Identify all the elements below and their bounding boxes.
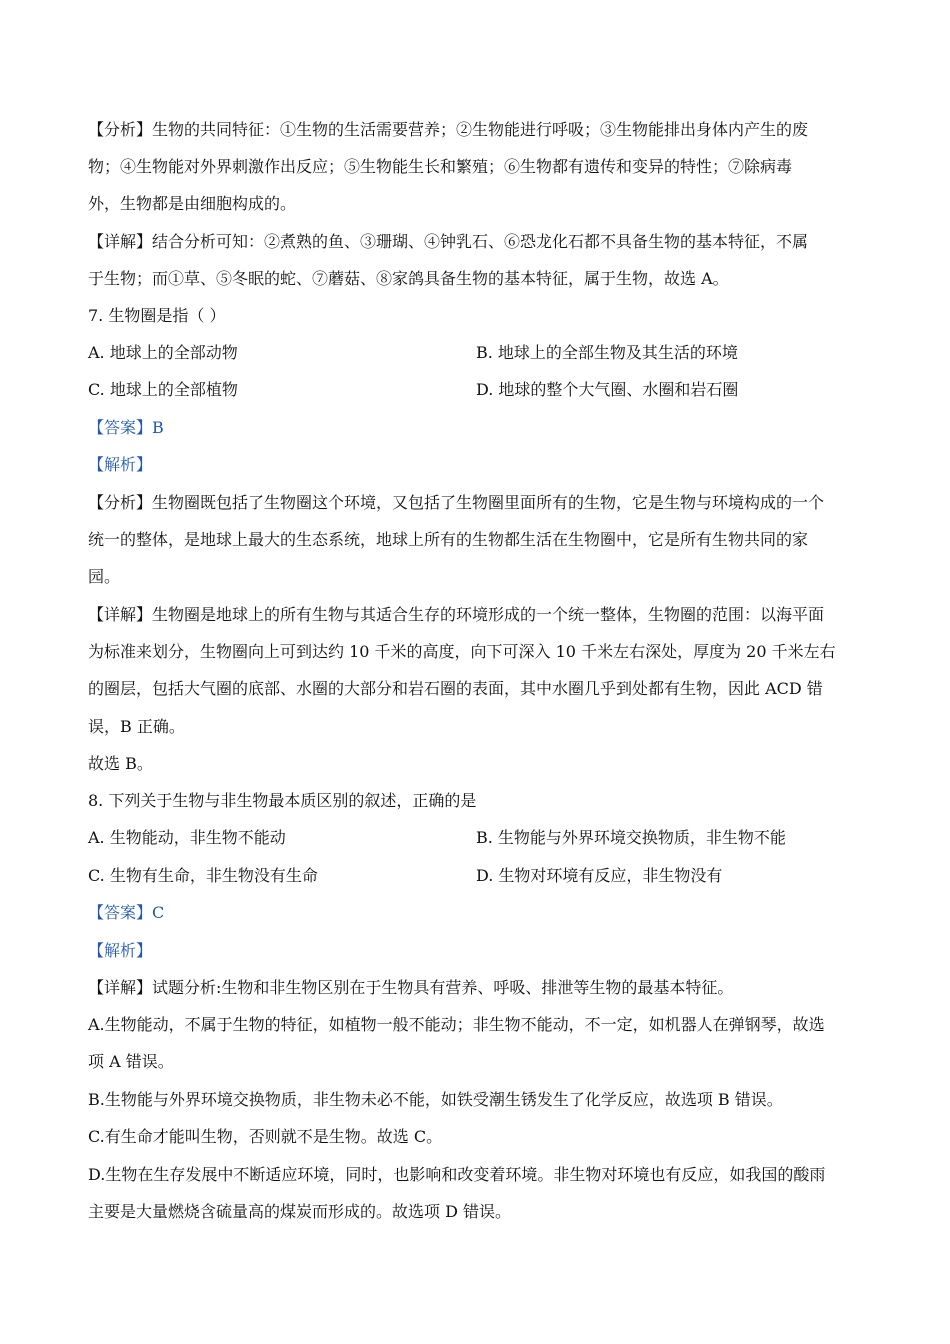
q8-option-a: A. 生物能动，非生物不能动 bbox=[88, 828, 286, 847]
q7-jiexi-heading: 【解析】 bbox=[88, 455, 153, 474]
q8-option-c: C. 生物有生命，非生物没有生命 bbox=[88, 866, 318, 885]
q6-detail-line-1: 【详解】结合分析可知：②煮熟的鱼、③珊瑚、④钟乳石、⑥恐龙化石都不具备生物的基本特征，不属 bbox=[88, 232, 809, 251]
q7-option-a: A. 地球上的全部动物 bbox=[88, 343, 238, 362]
q8-option-b: B. 生物能与外界环境交换物质，非生物不能 bbox=[476, 828, 786, 847]
q7-analysis-line-1: 【分析】生物圈既包括了生物圈这个环境，又包括了生物圈里面所有的生物，它是生物与环境构成的一个 bbox=[88, 493, 825, 512]
q8-detail-line-2: A.生物能动，不属于生物的特征，如植物一般不能动；非生物不能动，不一定，如机器人在弹钢琴，故选 bbox=[88, 1015, 825, 1034]
q8-stem: 8. 下列关于生物与非生物最本质区别的叙述，正确的是 bbox=[88, 791, 477, 810]
q8-detail-line-5: C.有生命才能叫生物，否则就不是生物。故选 C。 bbox=[88, 1127, 443, 1146]
q6-analysis-line-3: 外，生物都是由细胞构成的。 bbox=[88, 194, 297, 213]
q8-detail-line-1: 【详解】试题分析:生物和非生物区别在于生物具有营养、呼吸、排泄等生物的最基本特征。 bbox=[88, 978, 734, 997]
q7-option-c: C. 地球上的全部植物 bbox=[88, 380, 238, 399]
q8-detail-line-7: 主要是大量燃烧含硫量高的煤炭而形成的。故选项 D 错误。 bbox=[88, 1202, 512, 1221]
q8-detail-line-3: 项 A 错误。 bbox=[88, 1052, 174, 1071]
q7-detail-line-2: 为标准来划分，生物圈向上可到达约 10 千米的高度，向下可深入 10 千米左右深处，厚度为 20 千米左右 bbox=[88, 642, 836, 661]
q7-analysis-line-3: 园。 bbox=[88, 567, 121, 586]
q7-detail-line-4: 误，B 正确。 bbox=[88, 717, 185, 736]
q7-conclusion: 故选 B。 bbox=[88, 754, 153, 773]
q7-stem: 7. 生物圈是指（ ） bbox=[88, 306, 226, 325]
q8-detail-line-4: B.生物能与外界环境交换物质，非生物未必不能，如铁受潮生锈发生了化学反应，故选项 B 错误。 bbox=[88, 1090, 783, 1109]
q6-detail-line-2: 于生物；而①草、⑤冬眠的蛇、⑦蘑菇、⑧家鸽具备生物的基本特征，属于生物，故选 A。 bbox=[88, 269, 729, 288]
q7-option-b: B. 地球上的全部生物及其生活的环境 bbox=[476, 343, 738, 362]
q7-detail-line-1: 【详解】生物圈是地球上的所有生物与其适合生存的环境形成的一个统一整体，生物圈的范围：以海平面 bbox=[88, 605, 825, 624]
q8-jiexi-heading: 【解析】 bbox=[88, 941, 153, 960]
q8-answer: 【答案】C bbox=[88, 903, 165, 922]
q8-detail-line-6: D.生物在生存发展中不断适应环境，同时，也影响和改变着环境。非生物对环境也有反应，如我国的酸雨 bbox=[88, 1165, 826, 1184]
q7-analysis-line-2: 统一的整体，是地球上最大的生态系统，地球上所有的生物都生活在生物圈中，它是所有生物共同的家 bbox=[88, 530, 809, 549]
q6-analysis-line-2: 物；④生物能对外界刺激作出反应；⑤生物能生长和繁殖；⑥生物都有遗传和变异的特性；⑦除病毒 bbox=[88, 157, 793, 176]
q7-answer: 【答案】B bbox=[88, 418, 164, 437]
q6-analysis-line-1: 【分析】生物的共同特征：①生物的生活需要营养；②生物能进行呼吸；③生物能排出身体内产生的废 bbox=[88, 120, 809, 139]
q8-option-d: D. 生物对环境有反应，非生物没有 bbox=[476, 866, 723, 885]
q7-detail-line-3: 的圈层，包括大气圈的底部、水圈的大部分和岩石圈的表面，其中水圈几乎到处都有生物，因此 ACD 错 bbox=[88, 679, 823, 698]
q7-option-d: D. 地球的整个大气圈、水圈和岩石圈 bbox=[476, 380, 739, 399]
